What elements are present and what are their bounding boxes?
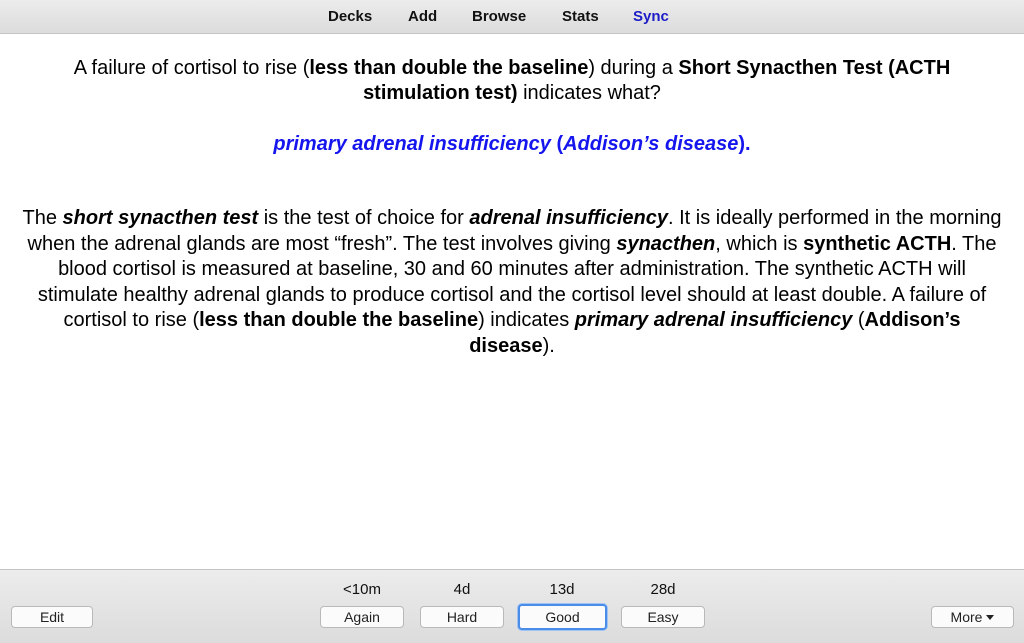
nav-browse[interactable]: Browse	[472, 8, 527, 25]
more-button-label: More	[950, 609, 983, 625]
interval-easy: 28d	[650, 581, 676, 598]
explanation-emphasis: primary adrenal insufficiency	[574, 309, 853, 332]
again-button[interactable]: Again	[320, 606, 404, 628]
answer-text: primary adrenal insufficiency	[273, 133, 551, 155]
explanation-text: The	[22, 207, 63, 229]
explanation-bold: less than double the baseline	[199, 309, 479, 332]
explanation-bold: Addison’s disease	[469, 309, 961, 357]
hard-button[interactable]: Hard	[420, 606, 504, 628]
question-bold-text: Short Synacthen Test (ACTH stimulation test)	[363, 57, 951, 104]
card-explanation	[20, 206, 1004, 360]
more-button[interactable]	[931, 606, 1014, 628]
edit-button[interactable]: Edit	[11, 606, 93, 628]
nav-sync[interactable]: Sync	[633, 8, 669, 25]
interval-good: 13d	[549, 581, 575, 598]
question-text: A failure of cortisol to rise (	[73, 57, 310, 79]
interval-hard: 4d	[453, 581, 471, 598]
card-answer	[20, 132, 1004, 157]
explanation-text: ).	[542, 334, 555, 357]
question-text: indicates what?	[517, 82, 661, 104]
nav-stats[interactable]: Stats	[562, 8, 599, 25]
explanation-emphasis: adrenal insufficiency	[469, 207, 668, 229]
caret-down-icon	[986, 615, 994, 620]
explanation-text: , which is	[715, 232, 804, 255]
explanation-text: . The blood cortisol is measured at baseline, 30 and 60 minutes after administration. The synthetic ACTH will stimulate healthy adrenal glands to produce cortisol and the cortisol level should at least double. A failure of cortisol to rise (	[37, 232, 997, 332]
easy-button[interactable]: Easy	[621, 606, 705, 628]
top-toolbar	[0, 0, 1024, 34]
question-bold-text: less than double the baseline	[309, 57, 589, 79]
answer-bar	[0, 569, 1024, 643]
card-content	[20, 34, 1004, 569]
explanation-text: (	[852, 309, 865, 332]
explanation-emphasis: short synacthen test	[62, 207, 259, 229]
explanation-text: is the test of choice for	[258, 207, 470, 229]
explanation-text: ) indicates	[478, 309, 575, 332]
card-question	[20, 56, 1004, 106]
answer-text: Addison’s disease	[563, 133, 739, 155]
answer-punctuation: ).	[738, 133, 751, 155]
question-text: ) during a	[588, 57, 679, 79]
nav-add[interactable]: Add	[408, 8, 438, 25]
good-button[interactable]: Good	[518, 604, 607, 630]
explanation-emphasis: synacthen	[616, 232, 716, 255]
explanation-bold: synthetic ACTH	[803, 232, 952, 255]
answer-punctuation: (	[550, 133, 564, 155]
nav-decks[interactable]: Decks	[328, 8, 373, 25]
explanation-text: . It is ideally performed in the morning when the adrenal glands are most “fresh”. The test involves giving	[27, 207, 1002, 255]
interval-again: <10m	[343, 581, 381, 598]
